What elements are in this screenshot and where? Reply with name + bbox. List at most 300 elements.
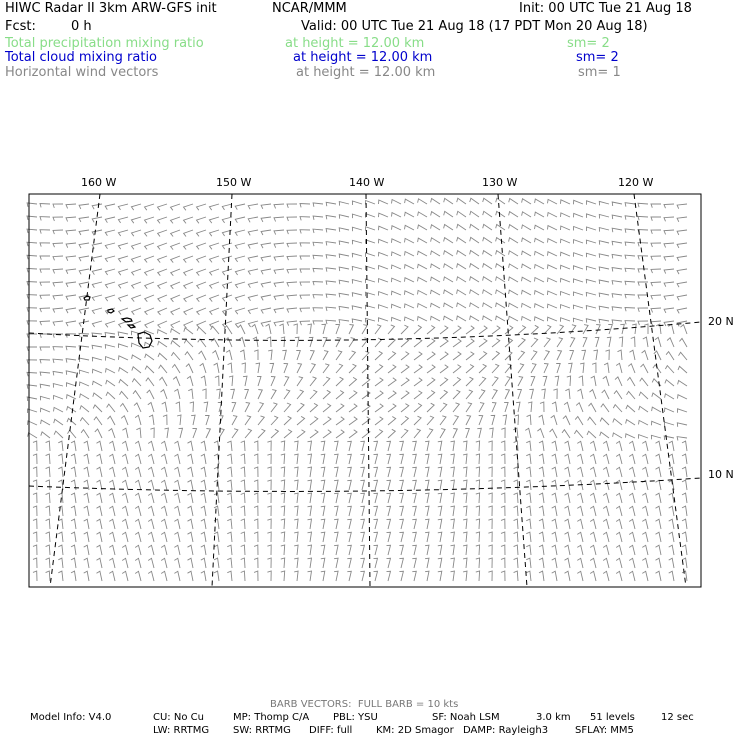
wind-barb bbox=[466, 326, 474, 334]
wind-barb bbox=[387, 506, 391, 516]
wind-barb bbox=[431, 290, 441, 295]
wind-barb bbox=[334, 454, 338, 464]
wind-barb bbox=[352, 306, 362, 310]
wind-barb bbox=[379, 266, 389, 270]
wind-barb bbox=[349, 338, 355, 347]
wind-barb bbox=[158, 256, 167, 263]
wind-barb bbox=[476, 571, 480, 581]
model-damp: DAMP: Rayleigh3 bbox=[463, 725, 549, 736]
wind-barb bbox=[271, 403, 277, 412]
wind-barb bbox=[427, 403, 434, 412]
wind-barb bbox=[379, 305, 389, 309]
wind-barb bbox=[514, 493, 518, 503]
wind-barb bbox=[492, 339, 500, 347]
island-outline bbox=[122, 318, 132, 322]
wind-barb bbox=[466, 403, 472, 412]
wind-barb bbox=[109, 532, 115, 542]
wind-barb bbox=[92, 217, 102, 222]
wind-barb bbox=[476, 467, 480, 477]
wind-barb bbox=[310, 364, 315, 373]
wind-barb bbox=[40, 295, 50, 299]
wind-barb bbox=[606, 350, 610, 360]
wind-barb bbox=[334, 571, 338, 581]
wind-barb bbox=[522, 199, 531, 204]
wind-barb bbox=[209, 204, 219, 210]
wind-barb bbox=[210, 308, 219, 315]
wind-barb bbox=[256, 363, 260, 373]
wind-barb bbox=[97, 467, 103, 477]
wind-barb bbox=[308, 571, 312, 581]
wind-barb bbox=[122, 571, 128, 581]
lat-label-20n: 20 N bbox=[708, 315, 734, 328]
wind-barb bbox=[414, 352, 422, 360]
valid-time: Valid: 00 UTC Tue 21 Aug 18 (17 PDT Mon 20 Aug 18) bbox=[301, 19, 648, 34]
wind-barb bbox=[664, 217, 674, 221]
wind-barb bbox=[80, 418, 89, 425]
wind-barb bbox=[387, 519, 391, 529]
wind-barb bbox=[463, 519, 467, 529]
wind-barb bbox=[642, 467, 648, 477]
wind-barb bbox=[40, 384, 50, 388]
wind-barb bbox=[258, 390, 262, 400]
wind-barb bbox=[71, 493, 76, 503]
wind-barb bbox=[392, 213, 402, 217]
wind-barb bbox=[590, 506, 596, 516]
wind-barb bbox=[215, 376, 219, 386]
wind-barb bbox=[349, 417, 357, 425]
wind-barb bbox=[514, 506, 518, 516]
wind-barb bbox=[145, 282, 154, 289]
wind-barb bbox=[67, 407, 76, 412]
wind-barb bbox=[53, 243, 63, 247]
wind-barb bbox=[427, 391, 435, 400]
wind-barb bbox=[148, 403, 154, 413]
wind-barb bbox=[561, 318, 571, 322]
wind-barb bbox=[527, 415, 531, 425]
wind-barb bbox=[453, 416, 458, 425]
wind-barb bbox=[651, 282, 661, 286]
wind-barb bbox=[93, 405, 102, 412]
wind-barb bbox=[483, 211, 492, 217]
wind-barb bbox=[405, 278, 415, 282]
wind-barb bbox=[352, 214, 362, 218]
wind-barb bbox=[535, 212, 544, 217]
wind-barb bbox=[174, 558, 180, 568]
wind-barb bbox=[145, 230, 155, 236]
wind-barb bbox=[556, 364, 560, 374]
lon-label-130w: 130 W bbox=[482, 176, 518, 189]
wind-barb bbox=[197, 204, 207, 210]
wind-barb bbox=[40, 334, 50, 338]
wind-barb bbox=[589, 403, 597, 412]
wind-barb bbox=[326, 268, 336, 272]
wind-barb bbox=[135, 467, 141, 477]
wind-barb bbox=[294, 506, 298, 516]
wind-barb bbox=[339, 320, 349, 324]
wind-barb bbox=[627, 391, 636, 399]
wind-barb bbox=[66, 346, 76, 350]
wind-barb bbox=[457, 264, 466, 269]
wind-barb bbox=[33, 467, 37, 477]
wind-barb bbox=[656, 571, 662, 581]
wind-barb bbox=[392, 265, 402, 269]
wind-barb bbox=[599, 215, 609, 219]
wind-barb bbox=[564, 402, 570, 412]
wind-barb bbox=[84, 493, 89, 503]
wind-barb bbox=[535, 265, 545, 270]
wind-barb bbox=[310, 430, 318, 438]
wind-barb bbox=[105, 230, 115, 236]
wind-barb bbox=[652, 421, 662, 425]
wind-barb bbox=[135, 441, 141, 451]
wind-barb bbox=[109, 506, 115, 516]
wind-barb bbox=[122, 493, 128, 503]
wind-barb bbox=[526, 571, 531, 581]
wind-barb bbox=[184, 308, 193, 315]
wind-barb bbox=[300, 243, 310, 247]
wind-barb bbox=[148, 571, 154, 581]
wind-barb bbox=[40, 347, 50, 351]
wind-barb bbox=[366, 227, 376, 231]
wind-barb bbox=[227, 571, 232, 581]
wind-barb bbox=[53, 308, 63, 313]
wind-barb bbox=[678, 409, 688, 413]
wind-barb bbox=[40, 204, 50, 208]
wind-barb bbox=[438, 506, 442, 516]
wind-barb bbox=[599, 319, 609, 323]
wind-barb bbox=[553, 389, 557, 399]
wind-barb-field bbox=[27, 198, 687, 581]
hawaiian-islands bbox=[84, 296, 152, 348]
wind-barb bbox=[66, 243, 76, 248]
wind-barb bbox=[339, 202, 349, 206]
wind-barb bbox=[431, 238, 440, 243]
wind-barb bbox=[405, 317, 415, 321]
wind-barb bbox=[425, 571, 429, 581]
wind-barb bbox=[577, 506, 583, 516]
wind-barb bbox=[599, 254, 609, 258]
wind-barb bbox=[294, 467, 298, 477]
wind-barb bbox=[392, 291, 402, 295]
wind-barb bbox=[202, 389, 206, 399]
wind-barb bbox=[518, 338, 525, 347]
wind-barb bbox=[677, 308, 687, 313]
wind-barb bbox=[425, 493, 429, 503]
wind-barb bbox=[201, 571, 206, 581]
wind-barb bbox=[201, 480, 206, 490]
wind-barb bbox=[586, 253, 596, 257]
wind-barb bbox=[300, 295, 310, 299]
wind-barb bbox=[451, 571, 455, 581]
wind-barb bbox=[174, 545, 180, 555]
wind-barb bbox=[638, 308, 648, 312]
wind-barb bbox=[642, 519, 648, 529]
wind-barb bbox=[248, 217, 258, 222]
wind-barb bbox=[601, 404, 609, 412]
wind-barb bbox=[574, 227, 584, 231]
wind-barb bbox=[118, 332, 128, 336]
wind-barb bbox=[352, 319, 362, 323]
wind-barb bbox=[425, 454, 429, 464]
wind-barb bbox=[347, 454, 351, 464]
wind-barb bbox=[476, 441, 480, 451]
wind-barb bbox=[53, 269, 63, 273]
wind-barb bbox=[174, 441, 180, 451]
wind-barb bbox=[92, 230, 102, 235]
wind-barb bbox=[526, 480, 531, 490]
wind-barb bbox=[613, 419, 622, 425]
wind-barb bbox=[453, 377, 461, 386]
wind-barb bbox=[200, 364, 206, 374]
wind-barb bbox=[46, 480, 50, 490]
wind-barb bbox=[457, 211, 466, 217]
wind-barb bbox=[122, 545, 128, 555]
wind-barb bbox=[214, 558, 219, 568]
wind-barb bbox=[323, 377, 330, 386]
wind-barb bbox=[174, 467, 180, 477]
wind-barb bbox=[616, 532, 622, 542]
wind-barb bbox=[444, 225, 453, 231]
wind-barb bbox=[245, 429, 252, 438]
wind-barb bbox=[300, 204, 310, 208]
wind-barb bbox=[399, 558, 403, 568]
wind-barb bbox=[638, 216, 648, 220]
wind-barb bbox=[630, 350, 636, 360]
wind-barb bbox=[577, 467, 583, 477]
wind-barb bbox=[171, 282, 180, 289]
wind-barb bbox=[374, 519, 378, 529]
wind-barb bbox=[66, 359, 76, 363]
wind-barb bbox=[271, 429, 278, 438]
wind-barb bbox=[227, 545, 232, 555]
wind-barb bbox=[590, 441, 596, 451]
wind-barb bbox=[555, 376, 559, 386]
wind-barb bbox=[58, 519, 63, 529]
wind-barb bbox=[488, 558, 492, 568]
wind-barb bbox=[294, 324, 298, 334]
wind-barb bbox=[514, 519, 518, 529]
wind-barb bbox=[388, 365, 396, 373]
wind-barb bbox=[374, 558, 378, 568]
wind-barb bbox=[184, 282, 193, 289]
wind-barb bbox=[313, 321, 323, 325]
wind-barb bbox=[245, 403, 250, 413]
wind-barb bbox=[438, 493, 442, 503]
wind-barb bbox=[438, 558, 442, 568]
wind-barb bbox=[223, 269, 233, 275]
wind-barb bbox=[603, 558, 609, 568]
wind-barb bbox=[228, 363, 232, 373]
wind-barb bbox=[148, 493, 154, 503]
wind-barb bbox=[599, 293, 609, 297]
wind-barb bbox=[281, 532, 285, 542]
wind-barb bbox=[266, 324, 272, 334]
wind-barb bbox=[105, 282, 115, 288]
wind-barb bbox=[184, 269, 193, 276]
wind-barb bbox=[682, 493, 687, 503]
wind-barb bbox=[334, 545, 338, 555]
wind-barb bbox=[603, 519, 609, 529]
wind-barb bbox=[492, 326, 500, 334]
wind-barb bbox=[79, 308, 89, 314]
wind-barb bbox=[431, 303, 441, 308]
wind-barb bbox=[284, 377, 289, 387]
wind-barb bbox=[444, 303, 453, 308]
wind-barb bbox=[603, 480, 609, 490]
wind-barb bbox=[629, 532, 635, 542]
wind-barb bbox=[496, 211, 505, 217]
wind-barb bbox=[629, 571, 635, 581]
wind-barb bbox=[171, 269, 180, 276]
wind-barb bbox=[71, 532, 76, 542]
wind-barb bbox=[310, 417, 318, 425]
wind-barb bbox=[210, 295, 219, 302]
wind-barb bbox=[639, 406, 648, 412]
wind-barb bbox=[668, 324, 674, 334]
wind-barb bbox=[625, 203, 635, 207]
wind-barb bbox=[466, 339, 474, 347]
wind-barb bbox=[463, 454, 467, 464]
wind-barb bbox=[274, 204, 284, 208]
wind-barb bbox=[188, 532, 194, 542]
wind-barb bbox=[503, 415, 507, 425]
wind-barb bbox=[161, 558, 167, 568]
wind-barb bbox=[281, 337, 285, 347]
wind-barb bbox=[271, 377, 275, 387]
wind-barb bbox=[562, 430, 570, 438]
wind-barb bbox=[349, 391, 357, 399]
wind-barb bbox=[254, 558, 258, 568]
wind-barb bbox=[522, 303, 532, 308]
wind-barb bbox=[616, 558, 622, 568]
wind-barb bbox=[463, 493, 467, 503]
wind-barb bbox=[161, 506, 167, 516]
wind-barb bbox=[642, 351, 648, 361]
wind-barb bbox=[94, 417, 102, 425]
wind-barb bbox=[642, 532, 648, 542]
wind-barb bbox=[379, 279, 389, 283]
wind-barb bbox=[548, 304, 558, 308]
wind-barb bbox=[639, 392, 648, 399]
wind-barb bbox=[552, 480, 557, 490]
wind-barb bbox=[93, 369, 103, 373]
wind-barb bbox=[505, 326, 513, 334]
wind-barb bbox=[347, 558, 351, 568]
wind-barb bbox=[145, 217, 155, 223]
wind-barb bbox=[418, 238, 427, 243]
wind-barb bbox=[313, 203, 323, 207]
wind-barb bbox=[40, 372, 50, 376]
wind-barb bbox=[161, 454, 167, 464]
wind-barb bbox=[106, 369, 116, 374]
wind-barb bbox=[323, 390, 330, 399]
wind-barb bbox=[656, 506, 662, 516]
wind-barb bbox=[425, 545, 429, 555]
wind-barb bbox=[612, 254, 622, 258]
wind-barb bbox=[321, 493, 325, 503]
plot-title: HIWC Radar II 3km ARW-GFS init bbox=[5, 1, 217, 16]
wind-barb bbox=[550, 429, 557, 438]
wind-barb bbox=[53, 256, 63, 260]
wind-barb bbox=[431, 251, 440, 256]
wind-barb bbox=[211, 326, 220, 334]
wind-barb bbox=[188, 493, 194, 503]
wind-barb bbox=[79, 230, 89, 235]
wind-barb bbox=[199, 351, 206, 360]
wind-barb bbox=[258, 429, 265, 438]
wind-barb bbox=[388, 391, 396, 399]
wind-barb bbox=[188, 519, 194, 529]
wind-barb bbox=[148, 467, 154, 477]
wind-barb bbox=[599, 241, 609, 245]
wind-barb bbox=[531, 377, 535, 387]
wind-barb bbox=[254, 454, 258, 464]
wind-barb bbox=[132, 379, 141, 386]
wind-barb bbox=[33, 441, 37, 451]
wind-barb bbox=[132, 367, 141, 373]
wind-barb bbox=[392, 304, 402, 308]
wind-barb bbox=[669, 532, 674, 542]
wind-barb bbox=[287, 230, 297, 234]
wind-barb bbox=[574, 200, 584, 204]
wind-barb bbox=[297, 416, 305, 425]
wind-barb bbox=[616, 480, 622, 490]
wind-barb bbox=[678, 366, 687, 373]
wind-barb bbox=[308, 454, 312, 464]
wind-barb bbox=[105, 345, 115, 349]
wind-barb bbox=[46, 571, 50, 581]
wind-barb bbox=[323, 351, 328, 360]
wind-barb bbox=[488, 493, 492, 503]
wind-barb bbox=[347, 467, 351, 477]
wind-barb bbox=[470, 290, 479, 295]
wind-barb bbox=[287, 295, 297, 300]
wind-barb bbox=[257, 377, 261, 387]
wind-barb bbox=[682, 506, 687, 516]
field-name-cloud: Total cloud mixing ratio bbox=[5, 50, 158, 65]
wind-barb bbox=[109, 571, 115, 581]
wind-barb bbox=[294, 532, 298, 542]
wind-barb bbox=[235, 282, 245, 288]
wind-barb bbox=[270, 363, 274, 373]
field-height-wind: at height = 12.00 km bbox=[296, 65, 436, 80]
wind-barb bbox=[40, 217, 50, 221]
wind-barb bbox=[132, 243, 142, 249]
wind-barb bbox=[412, 467, 416, 477]
wind-barb bbox=[122, 558, 128, 568]
wind-barb bbox=[418, 304, 428, 309]
wind-barb bbox=[146, 378, 154, 386]
wind-barb bbox=[360, 454, 364, 464]
wind-barb bbox=[135, 493, 141, 503]
wind-barb bbox=[349, 351, 355, 360]
wind-barb bbox=[171, 341, 180, 347]
wind-barb bbox=[616, 454, 622, 464]
wind-barb bbox=[399, 493, 403, 503]
wind-barb bbox=[161, 493, 167, 503]
wind-barb bbox=[135, 454, 141, 464]
wind-barb bbox=[161, 519, 167, 529]
wind-barb bbox=[616, 467, 622, 477]
forecast-label: Fcst: bbox=[5, 19, 36, 34]
wind-barb bbox=[174, 480, 180, 490]
wind-barb bbox=[267, 558, 271, 568]
wind-barb bbox=[544, 338, 550, 347]
wind-barb bbox=[616, 363, 622, 373]
wind-barb bbox=[427, 352, 435, 360]
wind-barb bbox=[254, 493, 258, 503]
wind-barb bbox=[132, 355, 141, 360]
